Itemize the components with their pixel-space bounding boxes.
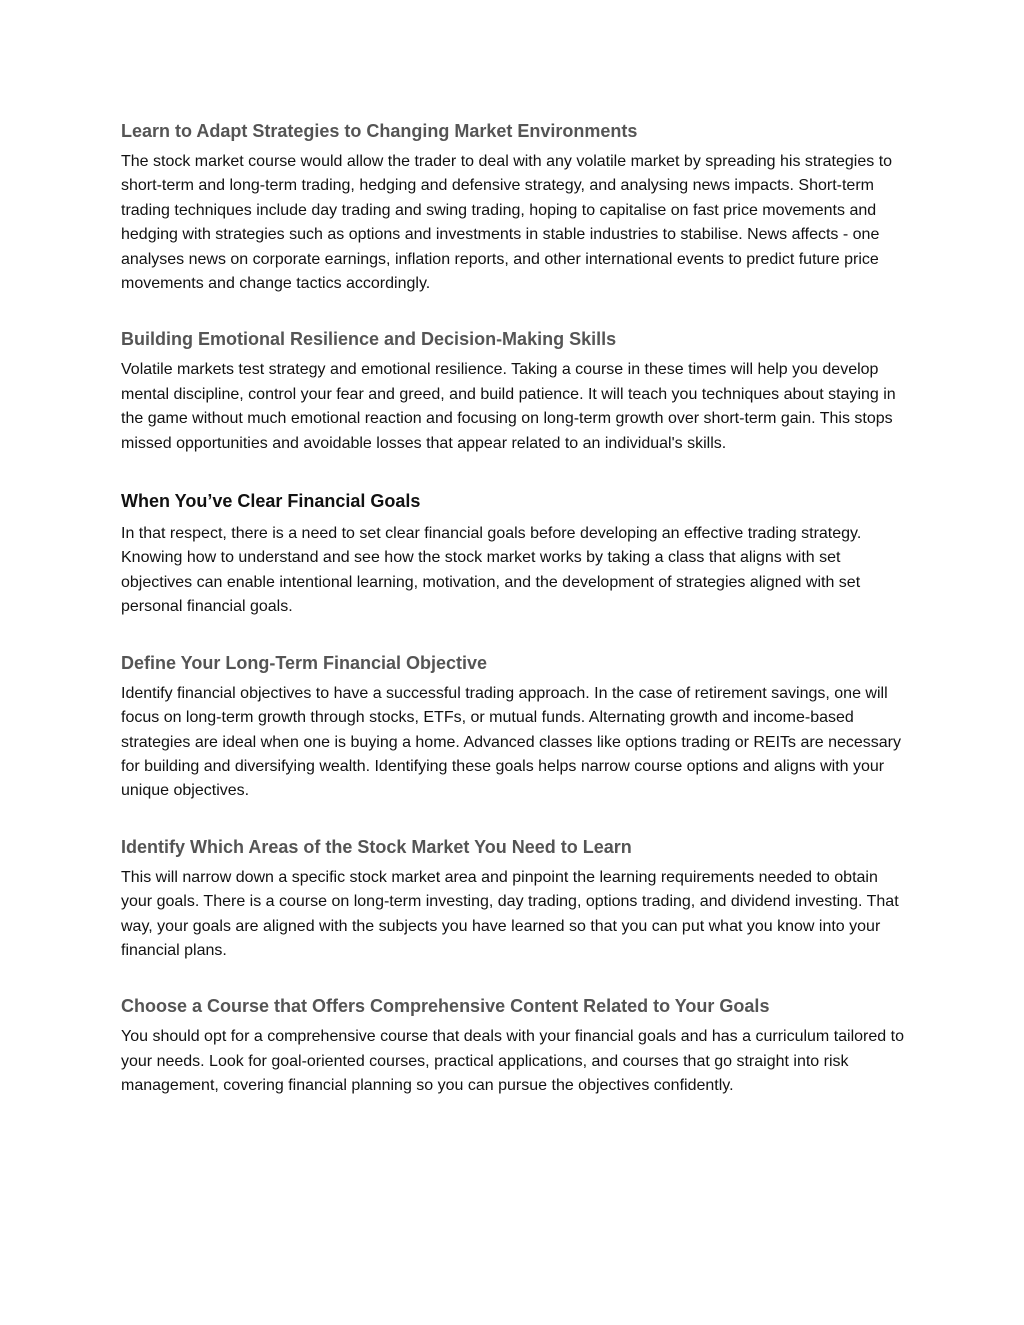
- section-heading: Define Your Long-Term Financial Objective: [121, 652, 488, 673]
- section-market-areas: [121, 835, 911, 964]
- section-body: Volatile markets test strategy and emotional resilience. Taking a course in these times will help you develop mental discipline, control your fear and greed, and build patience. It will teach you techniques about staying in the game without much emotional reaction and focusing on long-term growth over short-term gain. This stops missed opportunities and avoidable losses that appear related to an individual's skills.: [121, 361, 896, 452]
- section-heading: Identify Which Areas of the Stock Market You Need to Learn: [121, 836, 632, 857]
- section-clear-goals: [121, 489, 911, 620]
- section-emotional-resilience: [121, 327, 911, 456]
- section-body: This will narrow down a specific stock market area and pinpoint the learning requirements needed to obtain your goals. There is a course on long-term investing, day trading, options trading, and dividend investing. That way, your goals are aligned with the subjects you have learned so that you can put what you know into your financial plans.: [121, 868, 899, 959]
- section-long-term-objective: [121, 651, 911, 804]
- section-body: You should opt for a comprehensive course that deals with your financial goals and has a curriculum tailored to your needs. Look for goal-oriented courses, practical applications, and courses that go straight into risk management, covering financial planning so you can pursue the objectives confidently.: [121, 1028, 904, 1095]
- section-body: In that respect, there is a need to set clear financial goals before developing an effective trading strategy. Knowing how to understand and see how the stock market works by taking a class that aligns with set objectives can enable intentional learning, motivation, and the development of strategies aligned with set personal financial goals.: [121, 525, 862, 616]
- section-heading: Learn to Adapt Strategies to Changing Market Environments: [121, 121, 638, 141]
- section-body: Identify financial objectives to have a successful trading approach. In the case of retirement savings, one will focus on long-term growth through stocks, ETFs, or mutual funds. Alternating growth and income-based strategies are ideal when one is buying a home. Advanced classes like options trading or REITs are necessary for building and diversifying wealth. Identifying these goals helps narrow course options and aligns with your unique objectives.: [121, 684, 901, 800]
- section-heading: Choose a Course that Offers Comprehensive Content Related to Your Goals: [121, 996, 770, 1017]
- section-body: The stock market course would allow the trader to deal with any volatile market by spreading his strategies to short-term and long-term trading, hedging and defensive strategy, and analysing news impacts. Short-term trading techniques include day trading and swing trading, hoping to capitalise on fast price movements and hedging with strategies such as options and investments in stable industries to stabilise. News affects - one analyses news on corporate earnings, inflation reports, and other international events to predict future price movements and change tactics accordingly.: [121, 153, 893, 293]
- section-heading: Building Emotional Resilience and Decision-Making Skills: [121, 329, 617, 350]
- document-page: [121, 119, 911, 1099]
- section-heading: When You’ve Clear Financial Goals: [121, 491, 421, 512]
- section-comprehensive-course: [121, 994, 911, 1098]
- section-adapt-strategies: [121, 119, 911, 296]
